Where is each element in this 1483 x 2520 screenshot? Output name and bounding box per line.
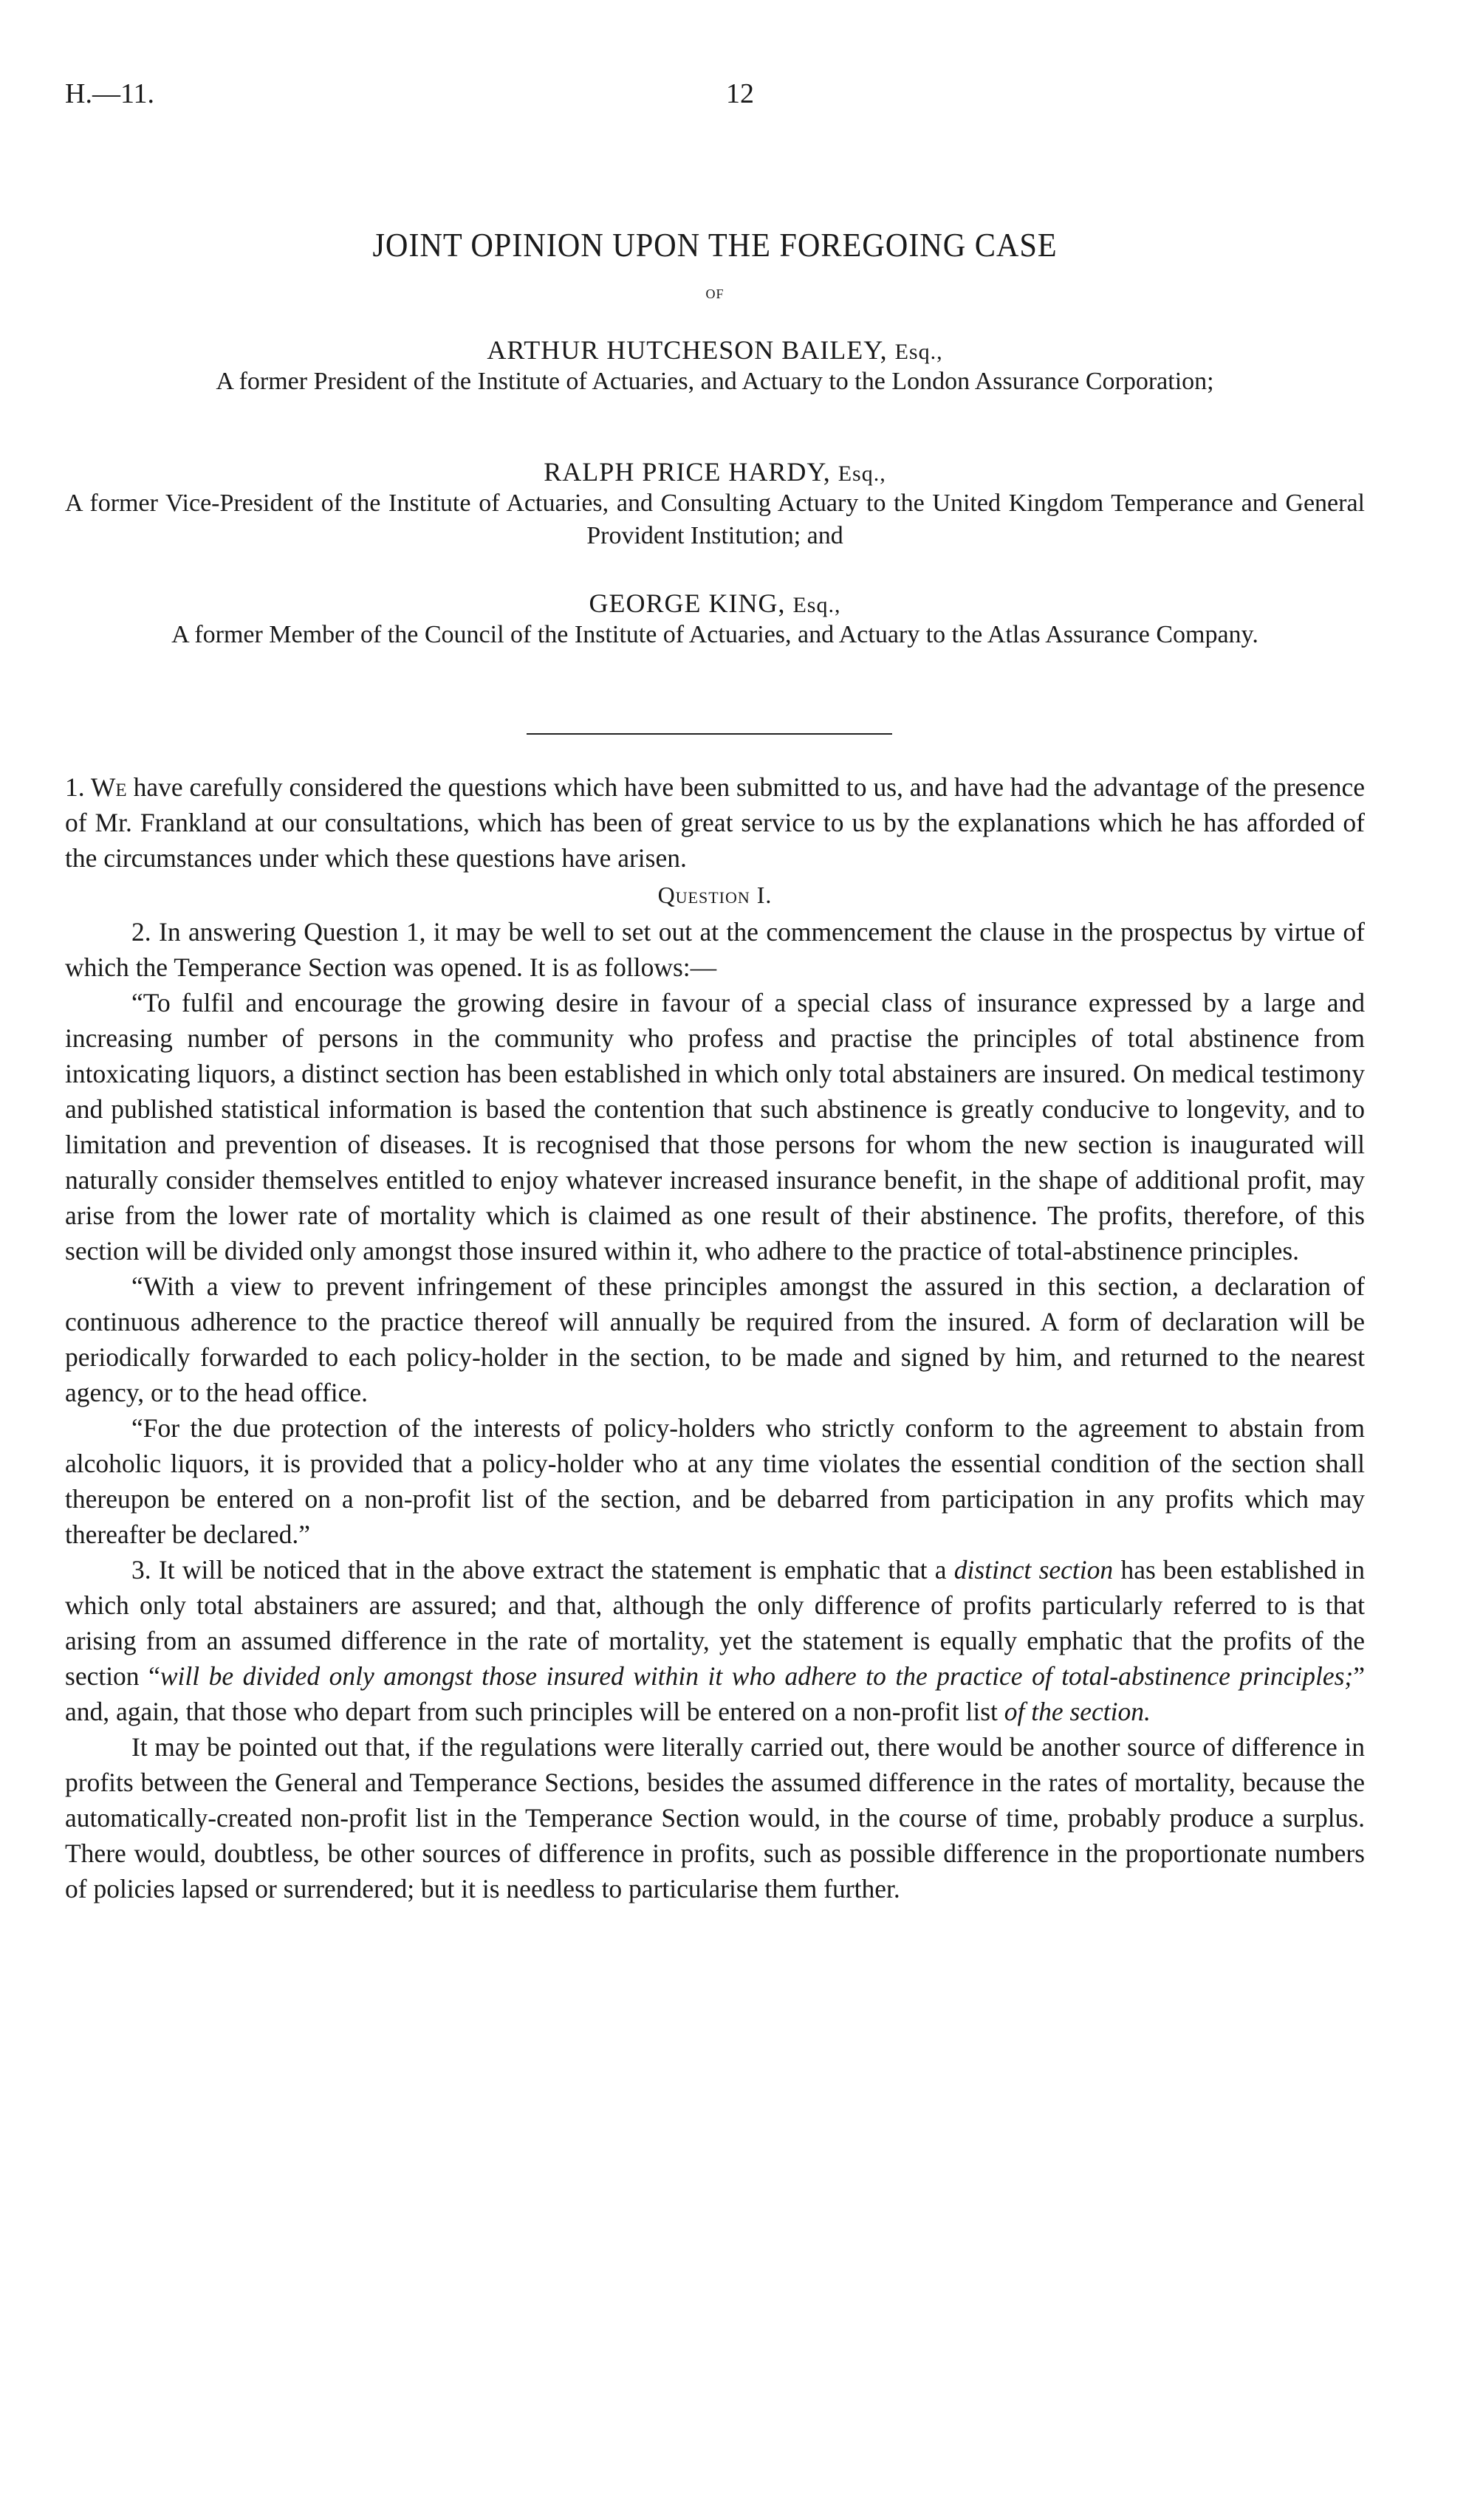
author-block-hardy bbox=[65, 456, 1365, 552]
emphasis-of-the-section: of the section. bbox=[1004, 1697, 1151, 1726]
paragraph-1-lead: 1. We bbox=[65, 772, 127, 802]
section-divider bbox=[527, 733, 892, 735]
author-suffix: Esq., bbox=[894, 340, 943, 364]
paragraph-4: It may be pointed out that, if the regulations were literally carried out, there would be another source of difference in profits between the General and Temperance Sections, besides the assumed difference in the rates of mortality, because the automatically-created non-profit list in the Temperance Section would, in the course of time, probably produce a surplus. There would, doubtless, be other sources of difference in profits, such as possible difference in the proportionate numbers of policies lapsed or surrendered; but it is needless to particularise them further. bbox=[65, 1732, 1365, 1903]
emphasis-quoted-clause: will be divided only amongst those insured within it who adhere to the practice of total-abstinence principles; bbox=[160, 1661, 1354, 1691]
quote-paragraph-2: “With a view to prevent infringement of these principles amongst the assured in this section, a declaration of continuous adherence to the practice thereof will annually be required from the insured. A form of declaration will be periodically forwarded to each policy-holder in the section, to be made and signed by him, and returned to the nearest agency, or to the head office. bbox=[65, 1271, 1365, 1407]
emphasis-distinct-section: distinct section bbox=[953, 1555, 1114, 1585]
opinion-body bbox=[65, 769, 1365, 1906]
author-suffix: Esq., bbox=[792, 593, 841, 617]
page-number: 12 bbox=[726, 78, 754, 109]
author-description: A former Vice-President of the Institute of Actuaries, and Consulting Actuary to the United Kingdom Temperance and General Provident Institution; and bbox=[65, 490, 1365, 549]
paragraph-1-text: have carefully considered the questions which have been submitted to us, and have had the advantage of the presence of Mr. Frankland at our consultations, which has been of great service to us by the explanations which he has afforded of the circumstances under which these questions have arisen. bbox=[65, 772, 1366, 873]
author-suffix: Esq., bbox=[838, 461, 886, 486]
paragraph-3: 3. It will be noticed that in the above extract the statement is emphatic that a distinct section has been established in which only total abstainers are assured; and that, although the only difference of profits particularly referred to is that arising from an assumed difference in the rate of mortality, yet the statement is equally emphatic that the profits of the section “will be divided only amongst those insured within it who adhere to the practice of total-abstinence principles;” and, again, that those who depart from such principles will be entered on a non-profit list of the section. bbox=[65, 1555, 1365, 1726]
author-block-king bbox=[65, 588, 1365, 651]
author-name: RALPH PRICE HARDY, Esq., bbox=[544, 457, 886, 487]
of-label: OF bbox=[705, 286, 725, 301]
paragraph-1 bbox=[65, 769, 1365, 876]
paper-reference: H.—11. bbox=[65, 78, 155, 109]
running-head bbox=[65, 78, 1365, 122]
author-name: ARTHUR HUTCHESON BAILEY, Esq., bbox=[487, 335, 943, 365]
author-description: A former President of the Institute of Actuaries, and Actuary to the London Assurance Corporation; bbox=[216, 368, 1214, 395]
document-title: JOINT OPINION UPON THE FOREGOING CASE bbox=[372, 226, 1058, 264]
author-name: GEORGE KING, Esq., bbox=[589, 588, 841, 618]
author-block-bailey bbox=[65, 334, 1365, 398]
question-heading: Question I. bbox=[657, 882, 773, 908]
paragraph-2: 2. In answering Question 1, it may be well to set out at the commencement the clause in the prospectus by virtue of which the Temperance Section was opened. It is as follows:— bbox=[65, 917, 1365, 982]
author-description: A former Member of the Council of the Institute of Actuaries, and Actuary to the Atlas Assurance Company. bbox=[171, 621, 1258, 648]
quote-paragraph-1: “To fulfil and encourage the growing desire in favour of a special class of insurance expressed by a large and increasing number of persons in the community who profess and practise the principles of total abstinence from intoxicating liquors, a distinct section has been established in which only total abstainers are insured. On medical testimony and published statistical information is based the contention that such abstinence is greatly conducive to longevity, and to limitation and prevention of diseases. It is recognised that those persons for whom the new section is inaugurated will naturally consider themselves entitled to enjoy whatever increased insurance benefit, in the shape of additional profit, may arise from the lower rate of mortality which is claimed as one result of their abstinence. The profits, therefore, of this section will be divided only amongst those insured within it, who adhere to the practice of total-abstinence principles. bbox=[65, 988, 1365, 1266]
quote-paragraph-3: “For the due protection of the interests of policy-holders who strictly conform to the agreement to abstain from alcoholic liquors, it is provided that a policy-holder who at any time violates the essential condition of the section shall thereupon be entered on a non-profit list of the section, and be debarred from participation in any profits which may thereafter be declared.” bbox=[65, 1413, 1365, 1549]
